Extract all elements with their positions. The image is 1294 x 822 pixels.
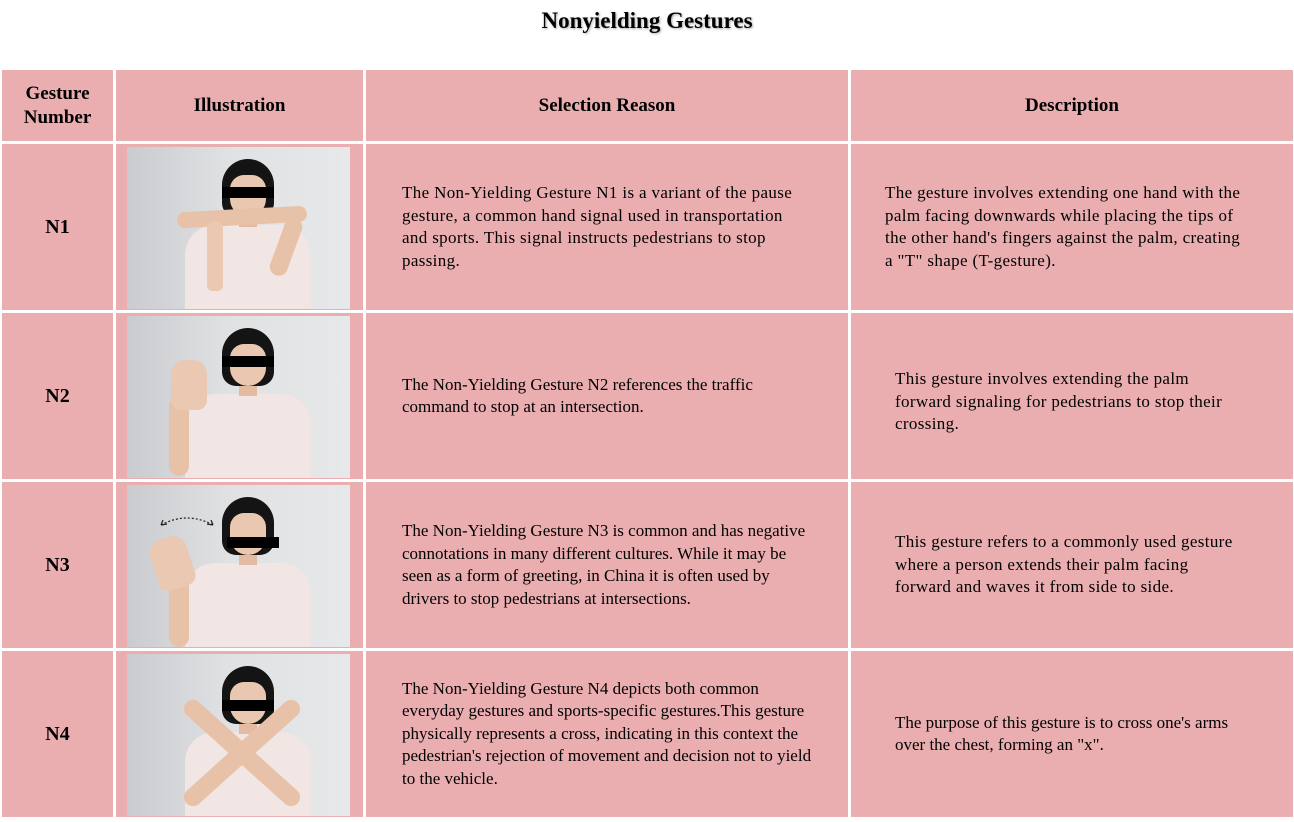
gesture-number-n3: N3 — [2, 482, 113, 648]
description-n1: The gesture involves extending one hand with the palm facing downwards while placing the tips of the other hand's fingers against the palm, creating a "T" shape (T-gesture). — [851, 144, 1293, 310]
header-illustration: Illustration — [116, 70, 363, 141]
gesture-photo-n2 — [127, 316, 350, 478]
header-gesture-number: Gesture Number — [2, 70, 113, 141]
selection-reason-n4: The Non-Yielding Gesture N4 depicts both common everyday gestures and sports-specific gestures.This gesture physically represents a cross, indicating in this context the pedestrian's rejection of movement and decision not to yield to the vehicle. — [366, 651, 848, 817]
gesture-table — [2, 70, 1292, 820]
face-censor-bar — [227, 537, 279, 548]
page-title: Nonyielding Gestures — [541, 8, 753, 33]
illustration-n1 — [116, 144, 363, 310]
gesture-number-n4: N4 — [2, 651, 113, 817]
gesture-photo-n3 — [127, 485, 350, 647]
illustration-n4 — [116, 651, 363, 817]
face-censor-bar — [222, 356, 274, 367]
selection-reason-n1: The Non-Yielding Gesture N1 is a variant of the pause gesture, a common hand signal used in transportation and sports. This signal instructs pedestrians to stop passing. — [366, 144, 848, 310]
header-description: Description — [851, 70, 1293, 141]
gesture-photo-n1 — [127, 147, 350, 309]
description-n2: This gesture involves extending the palm forward signaling for pedestrians to stop their crossing. — [851, 313, 1293, 479]
gesture-number-n2: N2 — [2, 313, 113, 479]
illustration-n3 — [116, 482, 363, 648]
selection-reason-n2: The Non-Yielding Gesture N2 references the traffic command to stop at an intersection. — [366, 313, 848, 479]
wave-arrow-icon — [157, 513, 217, 529]
gesture-photo-n4 — [127, 654, 350, 816]
gesture-number-n1: N1 — [2, 144, 113, 310]
description-n4: The purpose of this gesture is to cross one's arms over the chest, forming an "x". — [851, 651, 1293, 817]
selection-reason-n3: The Non-Yielding Gesture N3 is common and has negative connotations in many different cultures. While it may be seen as a form of greeting, in China it is often used by drivers to stop pedestrians at intersections. — [366, 482, 848, 648]
header-selection-reason: Selection Reason — [366, 70, 848, 141]
face-censor-bar — [222, 187, 274, 198]
face-censor-bar — [222, 700, 274, 711]
description-n3: This gesture refers to a commonly used gesture where a person extends their palm facing forward and waves it from side to side. — [851, 482, 1293, 648]
illustration-n2 — [116, 313, 363, 479]
